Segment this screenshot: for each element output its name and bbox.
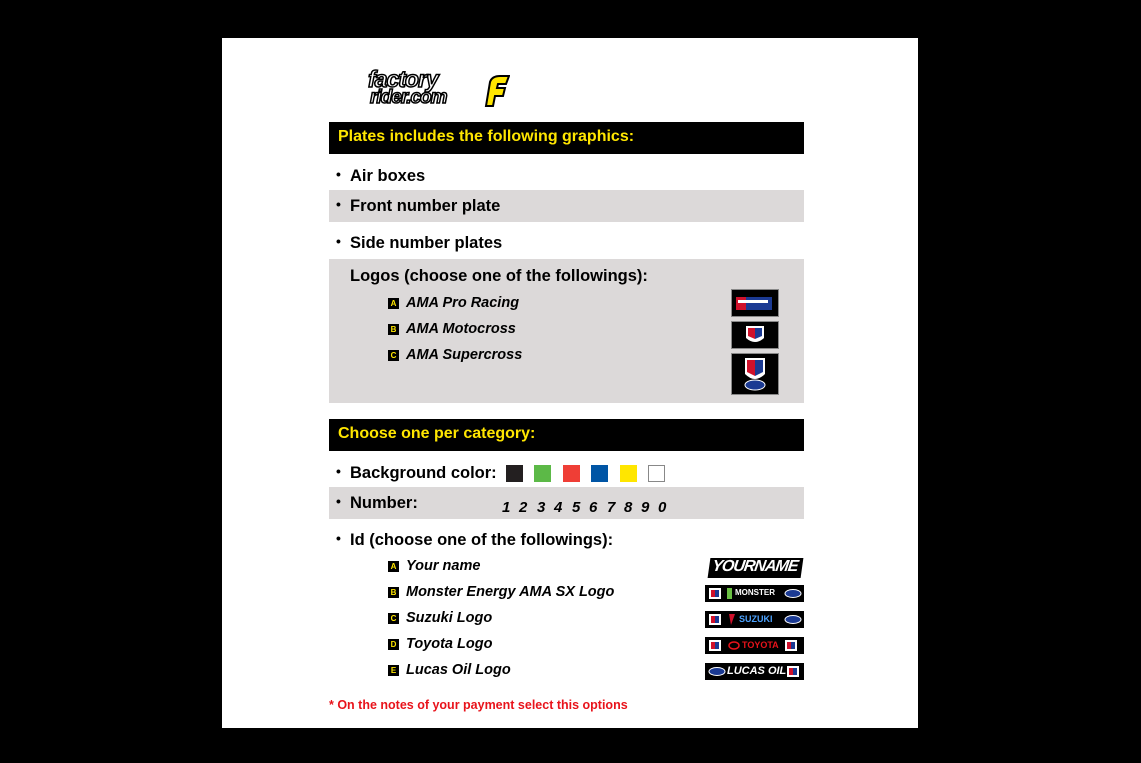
option-letter: E [388,665,399,676]
suzuki-badge-icon [705,611,804,628]
number-digit[interactable]: 4 [554,499,563,516]
badge-text: TOYOTA [742,640,779,650]
bullet-icon: • [336,493,341,509]
ama-pro-racing-logo-icon [731,289,779,317]
list-item-label: Front number plate [350,197,501,215]
badge-text: YOURNAME [711,558,799,575]
logos-options-panel [329,259,804,403]
section-header-choose [329,419,804,451]
logo-line1: factory [368,66,438,92]
factory-rider-logo [368,68,514,114]
yourname-badge-icon [708,558,804,578]
number-label: Number: [350,494,418,512]
option-letter: B [388,587,399,598]
option-name: AMA Supercross [406,347,523,363]
color-swatch-black[interactable] [506,465,523,482]
logos-title: Logos (choose one of the followings): [350,267,648,285]
bullet-icon: • [336,166,341,182]
option-name: Your name [406,558,481,574]
section-header-includes [329,122,804,154]
badge-text: SUZUKI [739,614,773,624]
option-letter: A [388,561,399,572]
option-name: Toyota Logo [406,636,493,652]
list-item [329,227,804,259]
id-row [329,524,804,556]
lucas-oil-badge-icon [705,663,804,680]
badge-text: MONSTER [735,588,775,597]
color-swatch-blue[interactable] [591,465,608,482]
number-digit[interactable]: 8 [624,499,633,516]
background-color-label: Background color: [350,464,497,482]
number-digit[interactable]: 5 [572,499,581,516]
monster-energy-badge-icon [705,585,804,602]
list-item [329,160,804,192]
option-name: Monster Energy AMA SX Logo [406,584,615,600]
color-swatch-red[interactable] [563,465,580,482]
option-name: Suzuki Logo [406,610,493,626]
number-digit[interactable]: 2 [519,499,528,516]
color-swatch-white[interactable] [648,465,665,482]
bullet-icon: • [336,463,341,479]
list-item-label: Side number plates [350,234,503,252]
bullet-icon: • [336,233,341,249]
number-digit[interactable]: 1 [502,499,511,516]
factory-f-icon [480,74,510,108]
number-digit[interactable]: 7 [607,499,616,516]
option-name: Lucas Oil Logo [406,662,511,678]
option-name: AMA Pro Racing [406,295,520,311]
logo-line2: rider.com [370,87,447,108]
option-name: AMA Motocross [406,321,516,337]
bullet-icon: • [336,196,341,212]
option-letter: C [388,350,399,361]
color-swatch-yellow[interactable] [620,465,637,482]
option-letter: C [388,613,399,624]
color-swatch-green[interactable] [534,465,551,482]
bullet-icon: • [336,530,341,546]
ama-supercross-logo-icon [731,353,779,395]
option-letter: B [388,324,399,335]
list-item [329,190,804,222]
id-title: Id (choose one of the followings): [350,531,614,549]
payment-note: * On the notes of your payment select this options [329,698,628,712]
number-digit[interactable]: 9 [641,499,650,516]
badge-text: LUCAS OIL [727,665,787,677]
toyota-badge-icon [705,637,804,654]
option-letter: A [388,298,399,309]
number-digit[interactable]: 6 [589,499,598,516]
list-item-label: Air boxes [350,167,426,185]
number-row [329,487,804,519]
section-title: Plates includes the following graphics: [338,128,635,145]
ama-motocross-logo-icon [731,321,779,349]
product-options-card [222,38,918,728]
option-letter: D [388,639,399,650]
section-title: Choose one per category: [338,425,536,442]
number-digit[interactable]: 0 [658,499,667,516]
number-digit[interactable]: 3 [537,499,546,516]
